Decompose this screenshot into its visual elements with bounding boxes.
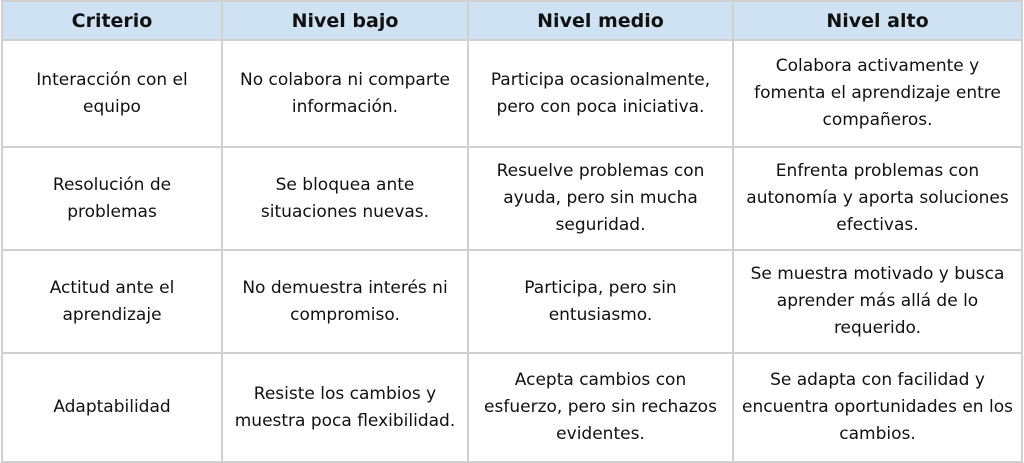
cell-nivel-medio bbox=[468, 353, 733, 462]
cell-text: No colabora ni comparte información. bbox=[240, 69, 450, 117]
header-nivel-bajo: Nivel bajo bbox=[222, 1, 468, 40]
header-nivel-medio: Nivel medio bbox=[468, 1, 733, 40]
cell-text: Resolución de problemas bbox=[52, 174, 172, 222]
table-row bbox=[2, 353, 1022, 462]
header-nivel-alto: Nivel alto bbox=[733, 1, 1022, 40]
cell-criterio bbox=[2, 250, 222, 353]
table-row bbox=[2, 147, 1022, 250]
cell-text: Colabora activamente y fomenta el aprendizaje entre compañeros. bbox=[754, 56, 1001, 130]
cell-text: Se bloquea ante situaciones nuevas. bbox=[260, 174, 430, 222]
cell-nivel-bajo bbox=[222, 40, 468, 147]
cell-criterio bbox=[2, 353, 222, 462]
cell-nivel-alto bbox=[733, 147, 1022, 250]
cell-nivel-alto bbox=[733, 250, 1022, 353]
table-header bbox=[2, 1, 1022, 40]
header-criterio: Criterio bbox=[2, 1, 222, 40]
rubric-table bbox=[1, 0, 1023, 463]
cell-nivel-alto bbox=[733, 353, 1022, 462]
cell-nivel-bajo bbox=[222, 353, 468, 462]
cell-text: Interacción con el equipo bbox=[36, 69, 188, 117]
cell-nivel-bajo bbox=[222, 250, 468, 353]
table-body bbox=[2, 40, 1022, 462]
cell-text: Enfrenta problemas con autonomía y aporta soluciones efectivas. bbox=[746, 161, 1009, 235]
cell-nivel-medio bbox=[468, 40, 733, 147]
cell-text: Resiste los cambios y muestra poca flexibilidad. bbox=[234, 383, 456, 431]
cell-text: Se adapta con facilidad y encuentra oportunidades en los cambios. bbox=[742, 370, 1013, 444]
cell-text: No demuestra interés ni compromiso. bbox=[242, 277, 448, 325]
header-row bbox=[2, 1, 1022, 40]
cell-criterio bbox=[2, 40, 222, 147]
table-row bbox=[2, 250, 1022, 353]
cell-text: Actitud ante el aprendizaje bbox=[49, 277, 175, 325]
cell-nivel-medio bbox=[468, 250, 733, 353]
cell-nivel-alto bbox=[733, 40, 1022, 147]
cell-text: Participa ocasionalmente, pero con poca iniciativa. bbox=[490, 69, 711, 117]
cell-text: Adaptabilidad bbox=[53, 397, 171, 417]
cell-nivel-medio bbox=[468, 147, 733, 250]
cell-text: Se muestra motivado y busca aprender más allá de lo requerido. bbox=[750, 264, 1005, 338]
cell-text: Resuelve problemas con ayuda, pero sin mucha seguridad. bbox=[496, 161, 705, 235]
cell-text: Acepta cambios con esfuerzo, pero sin rechazos evidentes. bbox=[484, 370, 717, 444]
cell-nivel-bajo bbox=[222, 147, 468, 250]
table-row bbox=[2, 40, 1022, 147]
cell-criterio bbox=[2, 147, 222, 250]
cell-text: Participa, pero sin entusiasmo. bbox=[524, 277, 677, 325]
